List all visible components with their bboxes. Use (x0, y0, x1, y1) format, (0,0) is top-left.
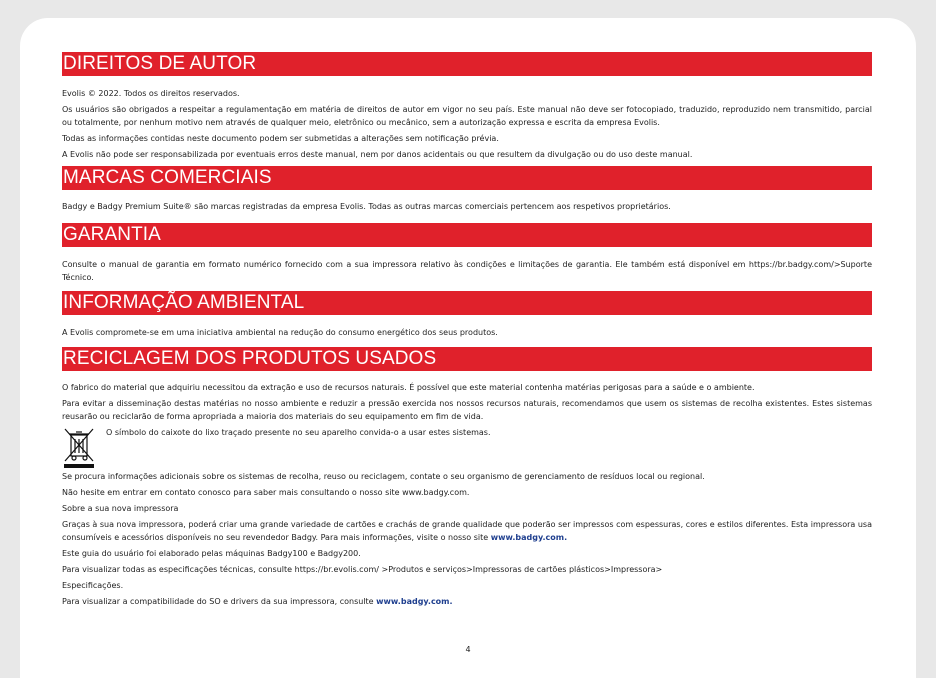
copyright-text-4: A Evolis não pode ser responsabilizada por eventuais erros deste manual, nem por danos acidentais ou que resultem da divulgação ou do uso deste manual. (62, 150, 693, 159)
recycling-text-6-body: Graças à sua nova impressora, poderá criar uma grande variedade de cartões e crachás de grande qualidade que poderão ser impressos com espessuras, cores e estilos diferentes. Esta impressora usa consumíveis e acessórios disponíveis no seu revendedor Badgy. Para mais informações, visite o nosso site (62, 520, 872, 542)
recycling-text-1: O fabrico do material que adquiriu necessitou da extração e uso de recursos naturais. É possível que este material contenha matérias perigosas para a saúde e o ambiente. (62, 383, 755, 392)
trademarks-text-1: Badgy e Badgy Premium Suite® são marcas registradas da empresa Evolis. Todas as outras marcas comerciais pertencem aos respetivos proprietários. (62, 202, 671, 211)
warranty-text-1: Consulte o manual de garantia em formato numérico fornecido com a sua impressora relativo às condições e limitações de garantia. Ele também está disponível em https://br.badgy.com/>Suporte Técnico. (62, 260, 872, 282)
page-content (62, 52, 872, 608)
copyright-text-2: Os usuários são obrigados a respeitar a regulamentação em matéria de direitos de autor em vigor no seu país. Este manual não deve ser fotocopiado, traduzido, reproduzido nem transmitido, parcial ou totalmente, por nenhum motivo nem através de qualquer meio, eletrônico ou mecânico, sem a autorização expressa e escrita da empresa Evolis. (62, 105, 872, 127)
recycling-text-8: Para visualizar todas as especificações técnicas, consulte https://br.evolis.com/ >Produtos e serviços>Impressoras de cartões plásticos>Impressora> (62, 565, 663, 574)
copyright-text-1: Evolis © 2022. Todos os direitos reservados. (62, 89, 240, 98)
environment-text-1: A Evolis compromete-se em uma iniciativa ambiental na redução do consumo energético dos seus produtos. (62, 328, 498, 337)
weee-text: O símbolo do caixote do lixo traçado presente no seu aparelho convida-o a usar estes sistemas. (106, 428, 491, 437)
recycling-text-9: Especificações. (62, 581, 124, 590)
recycling-text-7: Este guia do usuário foi elaborado pelas máquinas Badgy100 e Badgy200. (62, 549, 361, 558)
heading-trademarks: MARCAS COMERCIAIS (62, 166, 872, 190)
recycling-text-10 (62, 595, 872, 608)
weee-row (62, 426, 872, 470)
badgy-website-link[interactable]: www.badgy.com. (490, 533, 568, 542)
heading-warranty: GARANTIA (62, 223, 872, 247)
badgy-website-link-2[interactable]: www.badgy.com. (376, 597, 453, 606)
recycling-text-10-body: Para visualizar a compatibilidade do SO e drivers da sua impressora, consulte (62, 597, 377, 606)
recycling-text-6 (62, 518, 872, 544)
recycling-text-5: Sobre a sua nova impressora (62, 504, 179, 513)
recycling-text-2: Para evitar a disseminação destas matérias no nosso ambiente e reduzir a pressão exercida nos nossos recursos naturais, recomendamos que usem os sistemas de recolha existentes. Estes sistemas reusarão ou reciclarão de forma apropriada a maioria dos materiais do seu equipamento em fim de vida. (62, 399, 872, 421)
heading-recycling: RECICLAGEM DOS PRODUTOS USADOS (62, 347, 872, 371)
page-number: 4 (465, 645, 471, 654)
recycling-text-4: Não hesite em entrar em contato conosco para saber mais consultando o nosso site www.badgy.com. (62, 488, 470, 497)
recycling-text-3: Se procura informações adicionais sobre os sistemas de recolha, reuso ou reciclagem, contate o seu organismo de gerenciamento de resíduos local ou regional. (62, 472, 705, 481)
crossed-out-wheelie-bin-icon (62, 426, 96, 470)
copyright-text-3: Todas as informações contidas neste documento podem ser submetidas a alterações sem notificação prévia. (62, 134, 499, 143)
document-page (20, 18, 916, 678)
heading-environment: INFORMAÇÃO AMBIENTAL (62, 291, 872, 315)
heading-copyright: DIREITOS DE AUTOR (62, 52, 872, 76)
